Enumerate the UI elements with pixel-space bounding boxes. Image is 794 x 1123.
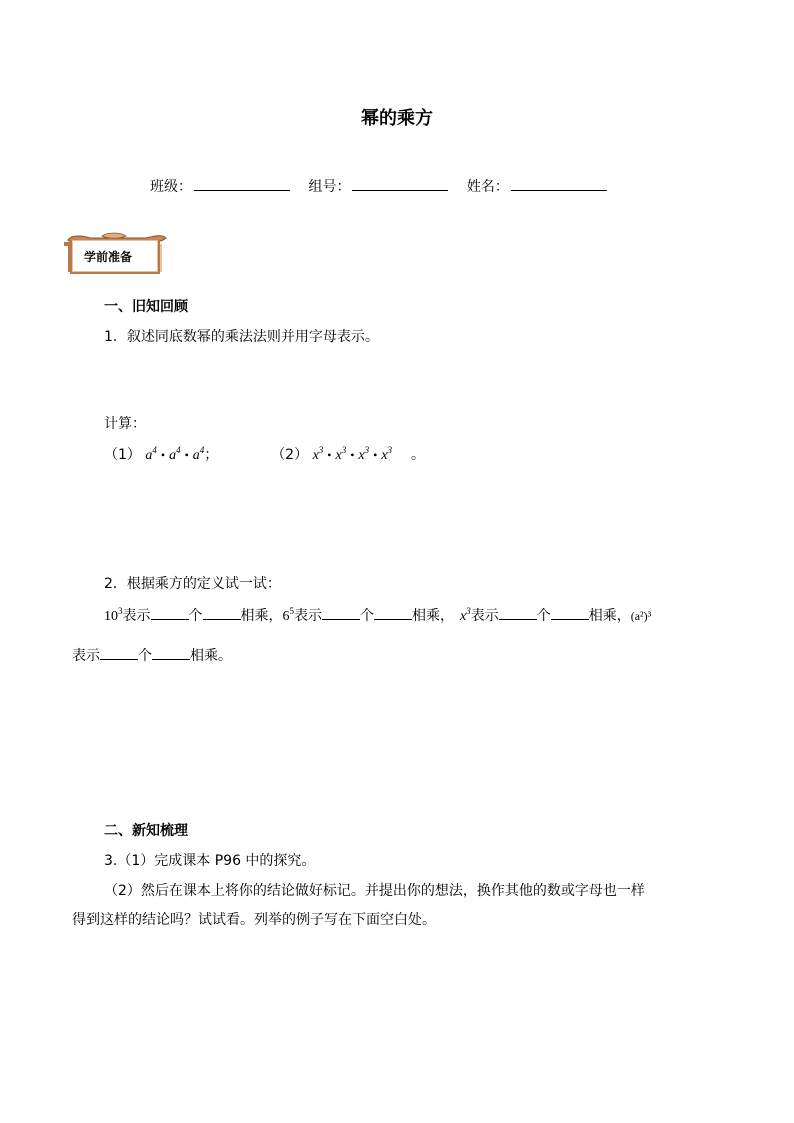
section2-heading: 二、新知梳理: [104, 823, 188, 839]
blank-4a[interactable]: [100, 647, 138, 660]
blank-3b[interactable]: [551, 607, 589, 620]
calc-row: [104, 444, 425, 464]
blank-4b[interactable]: [152, 647, 190, 660]
group-blank[interactable]: [352, 176, 448, 191]
calc2-prefix: （2）: [271, 447, 309, 463]
question-3-line-1: 3.（1）完成课本 P96 中的探究。: [104, 853, 316, 869]
name-label: 姓名：: [466, 179, 509, 195]
calc-label: 计算：: [104, 416, 146, 432]
calc1-expression: $a^4$ • $a^4$ • $a^4$: [145, 445, 205, 463]
class-label: 班级：: [150, 179, 192, 195]
page-title: 幂的乘方: [361, 108, 433, 129]
group-label: 组号：: [308, 179, 351, 195]
question-3-line-3: 得到这样的结论吗？试试看。列举的例子写在下面空白处。: [72, 912, 436, 928]
blank-3a[interactable]: [499, 607, 537, 620]
calc2-end: 。: [410, 447, 425, 463]
term-6-fifth: $6^5$: [282, 606, 294, 624]
student-info-row: [150, 176, 621, 196]
name-blank[interactable]: [511, 176, 607, 191]
term-10-cubed: $10^3$: [104, 606, 123, 624]
calc1-prefix: （1）: [104, 447, 141, 463]
badge-label: 学前准备: [84, 250, 133, 264]
question-3-line-2: （2）然后在课本上将你的结论做好标记。并提出你的想法，换作其他的数或字母也一样: [104, 883, 645, 899]
calc2-expression: $x^3$ • $x^3$ • $x^3$ • $x^3$: [312, 445, 393, 463]
question-2: 2．根据乘方的定义试一试：: [104, 576, 281, 592]
term-a2-cubed: (a²)³: [630, 609, 652, 623]
term-x-cubed: $x^3$: [460, 606, 471, 624]
blank-2a[interactable]: [322, 607, 360, 620]
calc1-end: ；: [204, 447, 219, 463]
section1-heading: 一、旧知回顾: [104, 299, 188, 315]
blank-2b[interactable]: [374, 607, 412, 620]
class-blank[interactable]: [194, 176, 290, 191]
question-2-line-1: $10^3$表示 个 相乘，$6^5$表示 个 相乘， $x^3$表示 个 相乘，(a²)³: [104, 606, 652, 624]
section-badge: [62, 232, 168, 278]
question-1: 1．叙述同底数幂的乘法法则并用字母表示。: [104, 329, 379, 345]
blank-1a[interactable]: [151, 607, 189, 620]
blank-1b[interactable]: [203, 607, 241, 620]
question-2-line-2: 表示 个 相乘。: [72, 648, 232, 664]
